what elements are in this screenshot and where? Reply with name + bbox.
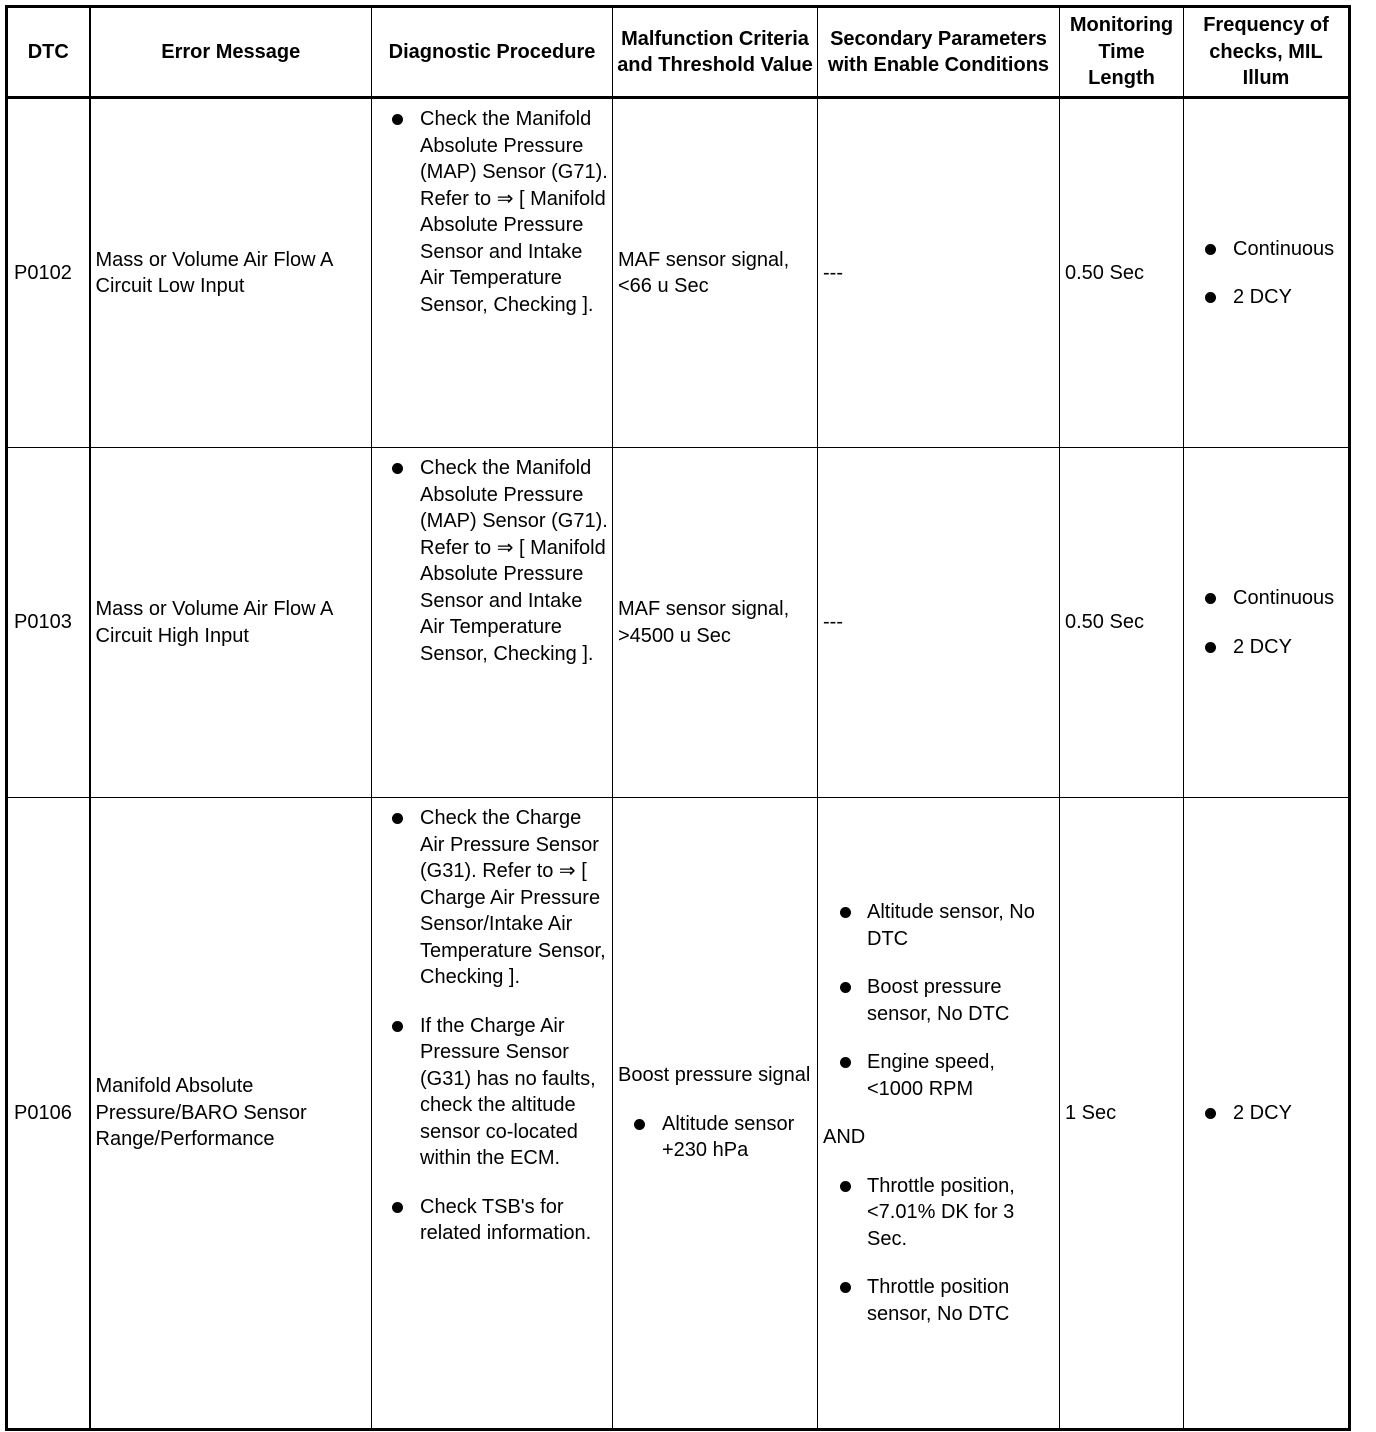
bullet-icon xyxy=(1205,292,1216,303)
table-row xyxy=(7,98,1350,448)
monitoring-time: 1 Sec xyxy=(1060,798,1184,1430)
secondary-item: Throttle position, <7.01% DK for 3 Sec. xyxy=(823,1173,1054,1253)
header-diagnostic-procedure: Diagnostic Procedure xyxy=(372,7,613,98)
bullet-icon xyxy=(392,463,403,474)
header-monitoring-time: Monitoring Time Length xyxy=(1060,7,1184,98)
frequency-item: Continuous xyxy=(1189,236,1343,263)
dtc-table xyxy=(5,5,1351,1431)
bullet-icon xyxy=(840,907,851,918)
bullet-icon xyxy=(1205,1108,1216,1119)
frequency-item: 2 DCY xyxy=(1189,634,1343,661)
procedure-step: Check the Charge Air Pressure Sensor (G31). Refer to ⇒ [ Charge Air Pressure Sensor/Intake Air Temperature Sensor, Checking ]. xyxy=(372,805,608,991)
secondary-item: Altitude sensor, No DTC xyxy=(823,899,1054,952)
header-malfunction-criteria: Malfunction Criteria and Threshold Value xyxy=(613,7,818,98)
table-row xyxy=(7,448,1350,798)
dtc-code: P0102 xyxy=(7,98,90,448)
diagnostic-procedure xyxy=(372,798,613,1430)
dtc-code: P0106 xyxy=(7,798,90,1430)
frequency-item: Continuous xyxy=(1189,585,1343,612)
and-connector: AND xyxy=(823,1126,866,1148)
error-message: Mass or Volume Air Flow A Circuit Low Input xyxy=(90,98,372,448)
bullet-icon xyxy=(840,1057,851,1068)
procedure-step: If the Charge Air Pressure Sensor (G31) has no faults, check the altitude sensor co-located within the ECM. xyxy=(372,1013,608,1172)
frequency-cell xyxy=(1184,98,1350,448)
procedure-step: Check the Manifold Absolute Pressure (MAP) Sensor (G71). Refer to ⇒ [ Manifold Absolute Pressure Sensor and Intake Air Temperature Sensor, Checking ]. xyxy=(372,106,608,318)
frequency-item: 2 DCY xyxy=(1189,284,1343,311)
malfunction-criteria: MAF sensor signal, <66 u Sec xyxy=(613,98,818,448)
malfunction-lead: Boost pressure signal xyxy=(618,1064,811,1087)
monitoring-time: 0.50 Sec xyxy=(1060,448,1184,798)
bullet-icon xyxy=(1205,244,1216,255)
secondary-item: Boost pressure sensor, No DTC xyxy=(823,974,1054,1027)
bullet-icon xyxy=(392,114,403,125)
header-secondary-parameters: Secondary Parameters with Enable Conditions xyxy=(818,7,1060,98)
procedure-step: Check the Manifold Absolute Pressure (MAP) Sensor (G71). Refer to ⇒ [ Manifold Absolute Pressure Sensor and Intake Air Temperature Sensor, Checking ]. xyxy=(372,455,608,667)
secondary-parameters xyxy=(818,798,1060,1430)
bullet-icon xyxy=(392,1202,403,1213)
header-frequency: Frequency of checks, MIL Illum xyxy=(1184,7,1350,98)
table-row xyxy=(7,798,1350,1430)
bullet-icon xyxy=(392,1021,403,1032)
bullet-icon xyxy=(840,1282,851,1293)
header-dtc: DTC xyxy=(7,7,90,98)
dtc-code: P0103 xyxy=(7,448,90,798)
frequency-cell xyxy=(1184,798,1350,1430)
diagnostic-procedure xyxy=(372,98,613,448)
bullet-icon xyxy=(840,1181,851,1192)
secondary-parameters: --- xyxy=(818,448,1060,798)
header-error-message: Error Message xyxy=(90,7,372,98)
bullet-icon xyxy=(634,1119,645,1130)
bullet-icon xyxy=(1205,593,1216,604)
monitoring-time: 0.50 Sec xyxy=(1060,98,1184,448)
error-message: Manifold Absolute Pressure/BARO Sensor Range/Performance xyxy=(90,798,372,1430)
bullet-icon xyxy=(1205,642,1216,653)
diagnostic-procedure xyxy=(372,448,613,798)
malfunction-criteria: MAF sensor signal, >4500 u Sec xyxy=(613,448,818,798)
malfunction-item: Altitude sensor +230 hPa xyxy=(618,1111,812,1164)
bullet-icon xyxy=(392,813,403,824)
secondary-item: Throttle position sensor, No DTC xyxy=(823,1274,1054,1327)
procedure-step: Check TSB's for related information. xyxy=(372,1194,608,1247)
frequency-item: 2 DCY xyxy=(1189,1100,1343,1127)
header-row xyxy=(7,7,1350,98)
bullet-icon xyxy=(840,982,851,993)
malfunction-criteria xyxy=(613,798,818,1430)
secondary-parameters: --- xyxy=(818,98,1060,448)
frequency-cell xyxy=(1184,448,1350,798)
secondary-item: Engine speed, <1000 RPM xyxy=(823,1049,1054,1102)
error-message: Mass or Volume Air Flow A Circuit High Input xyxy=(90,448,372,798)
